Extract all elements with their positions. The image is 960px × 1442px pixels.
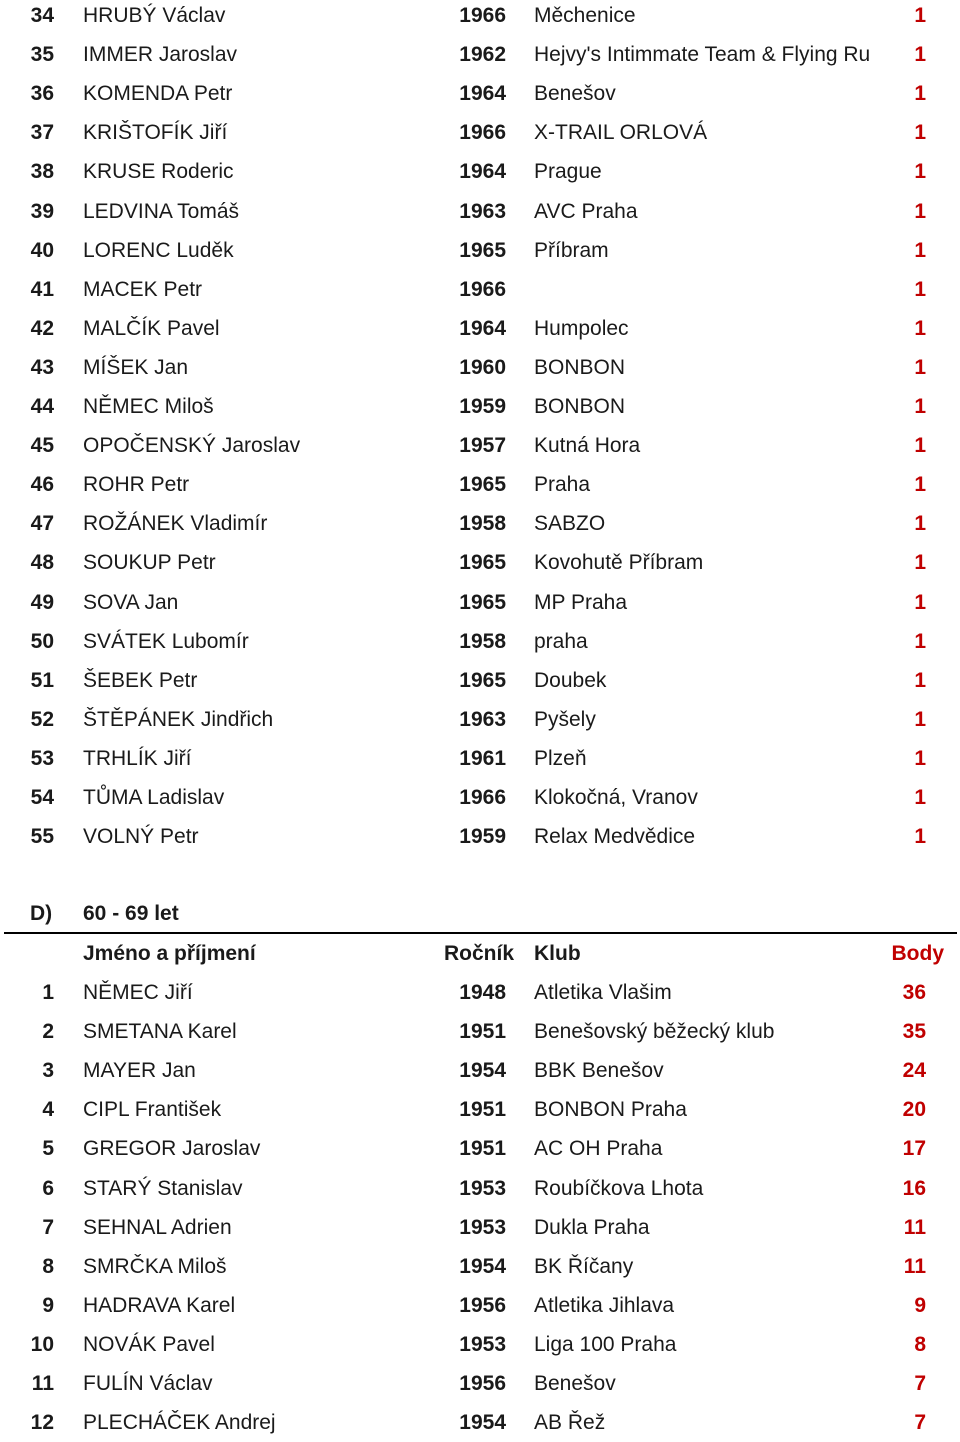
header-name: Jméno a příjmení xyxy=(83,942,256,965)
club-cell: Prague xyxy=(534,160,602,184)
year-cell: 1966 xyxy=(459,786,506,809)
name-cell: NĚMEC Jiří xyxy=(83,981,193,1004)
points-cell: 1 xyxy=(914,277,926,301)
rank-cell: 4 xyxy=(42,1098,54,1122)
name-cell: TŮMA Ladislav xyxy=(83,786,225,809)
club-cell: Atletika Vlašim xyxy=(534,981,672,1004)
points-cell: 24 xyxy=(902,1059,926,1083)
name-cell: NOVÁK Pavel xyxy=(83,1332,215,1356)
name-cell: SEHNAL Adrien xyxy=(83,1215,232,1239)
club-cell: Klokočná, Vranov xyxy=(534,786,698,809)
points-cell: 1 xyxy=(914,4,926,27)
year-cell: 1965 xyxy=(459,238,506,262)
header-points: Body xyxy=(891,942,944,965)
points-cell: 1 xyxy=(914,121,926,145)
points-cell: 11 xyxy=(903,1254,926,1278)
year-cell: 1966 xyxy=(459,121,506,145)
name-cell: MALČÍK Pavel xyxy=(83,316,220,340)
year-cell: 1953 xyxy=(459,1176,506,1200)
rank-cell: 10 xyxy=(30,1332,54,1356)
table-row xyxy=(0,1208,960,1247)
year-cell: 1963 xyxy=(459,707,506,731)
header-club: Klub xyxy=(534,942,581,965)
table-row xyxy=(0,1169,960,1208)
name-cell: PLECHÁČEK Andrej xyxy=(83,1411,276,1435)
year-cell: 1965 xyxy=(459,551,506,575)
year-cell: 1959 xyxy=(459,395,506,418)
name-cell: SOUKUP Petr xyxy=(83,551,216,575)
club-cell: Hejvy's Intimmate Team & Flying Ru xyxy=(534,43,871,67)
club-cell: Plzeň xyxy=(534,746,587,770)
name-cell: CIPL František xyxy=(83,1098,222,1122)
table-row xyxy=(0,739,960,778)
table-row xyxy=(0,270,960,309)
year-cell: 1957 xyxy=(459,434,506,458)
year-cell: 1954 xyxy=(459,1254,506,1278)
table-row xyxy=(0,113,960,152)
club-cell: BONBON Praha xyxy=(534,1098,687,1122)
rank-cell: 50 xyxy=(30,629,54,653)
year-cell: 1959 xyxy=(459,825,506,849)
club-cell: BONBON xyxy=(534,395,626,418)
points-cell: 1 xyxy=(914,160,926,184)
year-cell: 1951 xyxy=(459,1137,506,1161)
year-cell: 1962 xyxy=(459,43,506,67)
table-row xyxy=(0,35,960,74)
year-cell: 1964 xyxy=(459,82,506,106)
year-cell: 1953 xyxy=(459,1215,506,1239)
table-row xyxy=(0,583,960,622)
club-cell: Roubíčkova Lhota xyxy=(534,1176,704,1200)
rank-cell: 47 xyxy=(30,512,54,536)
year-cell: 1965 xyxy=(459,473,506,497)
club-cell: Liga 100 Praha xyxy=(534,1332,677,1356)
points-cell: 1 xyxy=(914,316,926,340)
table-row xyxy=(0,1051,960,1090)
name-cell: ROHR Petr xyxy=(83,473,190,497)
year-cell: 1953 xyxy=(459,1332,506,1356)
club-cell: Atletika Jihlava xyxy=(534,1293,675,1317)
rank-cell: 48 xyxy=(30,551,54,575)
points-cell: 1 xyxy=(914,825,926,849)
club-cell: BONBON xyxy=(534,355,626,379)
club-cell: SABZO xyxy=(534,512,606,536)
section-title: 60 - 69 let xyxy=(83,902,179,925)
club-cell: X-TRAIL ORLOVÁ xyxy=(534,121,708,145)
rank-cell: 52 xyxy=(30,707,54,731)
table-row xyxy=(0,387,960,426)
club-cell: Pyšely xyxy=(534,707,596,731)
rank-cell: 53 xyxy=(30,746,54,770)
club-cell: Benešovský běžecký klub xyxy=(534,1020,775,1044)
year-cell: 1954 xyxy=(459,1059,506,1083)
table-row xyxy=(0,465,960,504)
rank-cell: 8 xyxy=(42,1254,54,1278)
name-cell: SOVA Jan xyxy=(83,590,179,614)
club-cell: BBK Benešov xyxy=(534,1059,664,1083)
rank-cell: 2 xyxy=(42,1020,54,1044)
year-cell: 1956 xyxy=(459,1293,506,1317)
section-letter: D) xyxy=(30,902,53,925)
name-cell: LEDVINA Tomáš xyxy=(83,199,240,223)
table-row xyxy=(0,1247,960,1286)
club-cell: Humpolec xyxy=(534,316,629,340)
club-cell: AVC Praha xyxy=(534,199,638,223)
club-cell: AC OH Praha xyxy=(534,1137,663,1161)
rank-cell: 44 xyxy=(30,395,54,418)
name-cell: ŠEBEK Petr xyxy=(83,668,198,692)
rank-cell: 38 xyxy=(30,160,54,184)
points-cell: 7 xyxy=(914,1411,926,1435)
name-cell: MACEK Petr xyxy=(83,277,203,301)
table-row xyxy=(0,74,960,113)
rank-cell: 42 xyxy=(30,316,54,340)
points-cell: 1 xyxy=(914,473,926,497)
year-cell: 1966 xyxy=(459,277,506,301)
points-cell: 1 xyxy=(914,629,926,653)
rank-cell: 43 xyxy=(30,355,54,379)
rank-cell: 36 xyxy=(30,82,54,106)
points-cell: 1 xyxy=(914,434,926,458)
table-row xyxy=(0,1403,960,1442)
club-cell: Měchenice xyxy=(534,4,636,27)
points-cell: 20 xyxy=(902,1098,926,1122)
club-cell: AB Řež xyxy=(534,1411,606,1435)
name-cell: KOMENDA Petr xyxy=(83,82,233,106)
name-cell: TRHLÍK Jiří xyxy=(83,746,192,770)
year-cell: 1956 xyxy=(459,1372,506,1395)
rank-cell: 12 xyxy=(30,1411,54,1435)
name-cell: FULÍN Václav xyxy=(83,1372,213,1395)
year-cell: 1965 xyxy=(459,590,506,614)
club-cell: Dukla Praha xyxy=(534,1215,650,1239)
year-cell: 1965 xyxy=(459,668,506,692)
club-cell: Kovohutě Příbram xyxy=(534,551,704,575)
table-row xyxy=(0,1129,960,1168)
name-cell: STARÝ Stanislav xyxy=(83,1176,243,1200)
year-cell: 1961 xyxy=(459,746,506,770)
table-row xyxy=(0,504,960,543)
name-cell: SVÁTEK Lubomír xyxy=(83,629,249,653)
table-row xyxy=(0,309,960,348)
year-cell: 1958 xyxy=(459,512,506,536)
rank-cell: 5 xyxy=(42,1137,54,1161)
name-cell: VOLNÝ Petr xyxy=(83,825,199,849)
name-cell: MÍŠEK Jan xyxy=(83,355,189,379)
table-row xyxy=(0,1012,960,1051)
year-cell: 1964 xyxy=(459,316,506,340)
year-cell: 1960 xyxy=(459,355,506,379)
table-row xyxy=(0,192,960,231)
rank-cell: 1 xyxy=(42,981,54,1004)
rank-cell: 9 xyxy=(42,1293,54,1317)
name-cell: LORENC Luděk xyxy=(83,238,234,262)
rank-cell: 6 xyxy=(42,1176,54,1200)
year-cell: 1958 xyxy=(459,629,506,653)
year-cell: 1963 xyxy=(459,199,506,223)
rank-cell: 46 xyxy=(30,473,54,497)
table-row xyxy=(0,778,960,817)
table-row xyxy=(0,817,960,856)
name-cell: SMETANA Karel xyxy=(83,1020,237,1044)
header-year: Ročník xyxy=(443,942,514,965)
table-row xyxy=(0,1325,960,1364)
name-cell: OPOČENSKÝ Jaroslav xyxy=(83,434,301,458)
points-cell: 1 xyxy=(914,786,926,809)
rank-cell: 11 xyxy=(31,1372,54,1395)
points-cell: 1 xyxy=(914,395,926,418)
points-cell: 1 xyxy=(914,82,926,106)
table-row xyxy=(0,543,960,582)
name-cell: KRIŠTOFÍK Jiří xyxy=(83,121,228,145)
table-row xyxy=(0,973,960,1012)
club-cell: Relax Medvědice xyxy=(534,825,696,849)
rank-cell: 39 xyxy=(30,199,54,223)
rank-cell: 51 xyxy=(30,668,54,692)
club-cell: MP Praha xyxy=(534,590,627,614)
club-cell: BK Říčany xyxy=(534,1254,634,1278)
table-row xyxy=(0,0,960,35)
points-cell: 9 xyxy=(914,1293,926,1317)
club-cell: Příbram xyxy=(534,238,609,262)
rank-cell: 3 xyxy=(42,1059,54,1083)
rank-cell: 55 xyxy=(30,825,54,849)
year-cell: 1964 xyxy=(459,160,506,184)
name-cell: MAYER Jan xyxy=(83,1059,196,1083)
name-cell: KRUSE Roderic xyxy=(83,160,234,184)
points-cell: 1 xyxy=(914,199,926,223)
points-cell: 1 xyxy=(914,355,926,379)
points-cell: 1 xyxy=(914,707,926,731)
points-cell: 1 xyxy=(914,551,926,575)
table-row xyxy=(0,700,960,739)
rank-cell: 34 xyxy=(30,4,54,27)
club-cell: praha xyxy=(534,629,588,653)
table-row xyxy=(0,622,960,661)
name-cell: ŠTĚPÁNEK Jindřich xyxy=(83,707,274,731)
rank-cell: 49 xyxy=(30,590,54,614)
points-cell: 1 xyxy=(914,512,926,536)
year-cell: 1948 xyxy=(459,981,506,1004)
name-cell: GREGOR Jaroslav xyxy=(83,1137,261,1161)
table-row xyxy=(0,348,960,387)
name-cell: ROŽÁNEK Vladimír xyxy=(83,512,268,536)
club-cell: Doubek xyxy=(534,668,607,692)
points-cell: 11 xyxy=(903,1215,926,1239)
rank-cell: 45 xyxy=(30,434,54,458)
points-cell: 1 xyxy=(914,43,926,67)
points-cell: 35 xyxy=(902,1020,926,1044)
points-cell: 8 xyxy=(914,1332,926,1356)
club-cell: Kutná Hora xyxy=(534,434,641,458)
table-row xyxy=(0,1364,960,1403)
rank-cell: 54 xyxy=(30,786,54,809)
table-row xyxy=(0,426,960,465)
year-cell: 1951 xyxy=(459,1020,506,1044)
points-cell: 1 xyxy=(914,590,926,614)
name-cell: HADRAVA Karel xyxy=(83,1293,236,1317)
name-cell: NĚMEC Miloš xyxy=(83,395,214,418)
table-row xyxy=(0,661,960,700)
club-cell: Benešov xyxy=(534,82,616,106)
points-cell: 1 xyxy=(914,668,926,692)
name-cell: IMMER Jaroslav xyxy=(83,43,238,67)
rank-cell: 41 xyxy=(30,277,54,301)
table-row xyxy=(0,1090,960,1129)
table-row xyxy=(0,1286,960,1325)
club-cell: Benešov xyxy=(534,1372,616,1395)
rank-cell: 37 xyxy=(30,121,54,145)
points-cell: 36 xyxy=(902,981,926,1004)
rank-cell: 7 xyxy=(42,1215,54,1239)
club-cell: Praha xyxy=(534,473,591,497)
points-cell: 17 xyxy=(902,1137,926,1161)
year-cell: 1954 xyxy=(459,1411,506,1435)
year-cell: 1966 xyxy=(459,4,506,27)
year-cell: 1951 xyxy=(459,1098,506,1122)
rank-cell: 35 xyxy=(30,43,54,67)
table-row xyxy=(0,152,960,191)
rank-cell: 40 xyxy=(30,238,54,262)
name-cell: HRUBÝ Václav xyxy=(83,4,226,27)
table-header xyxy=(0,934,960,973)
table-row xyxy=(0,231,960,270)
points-cell: 7 xyxy=(914,1372,926,1395)
points-cell: 16 xyxy=(902,1176,926,1200)
points-cell: 1 xyxy=(914,746,926,770)
name-cell: SMRČKA Miloš xyxy=(83,1254,227,1278)
points-cell: 1 xyxy=(914,238,926,262)
